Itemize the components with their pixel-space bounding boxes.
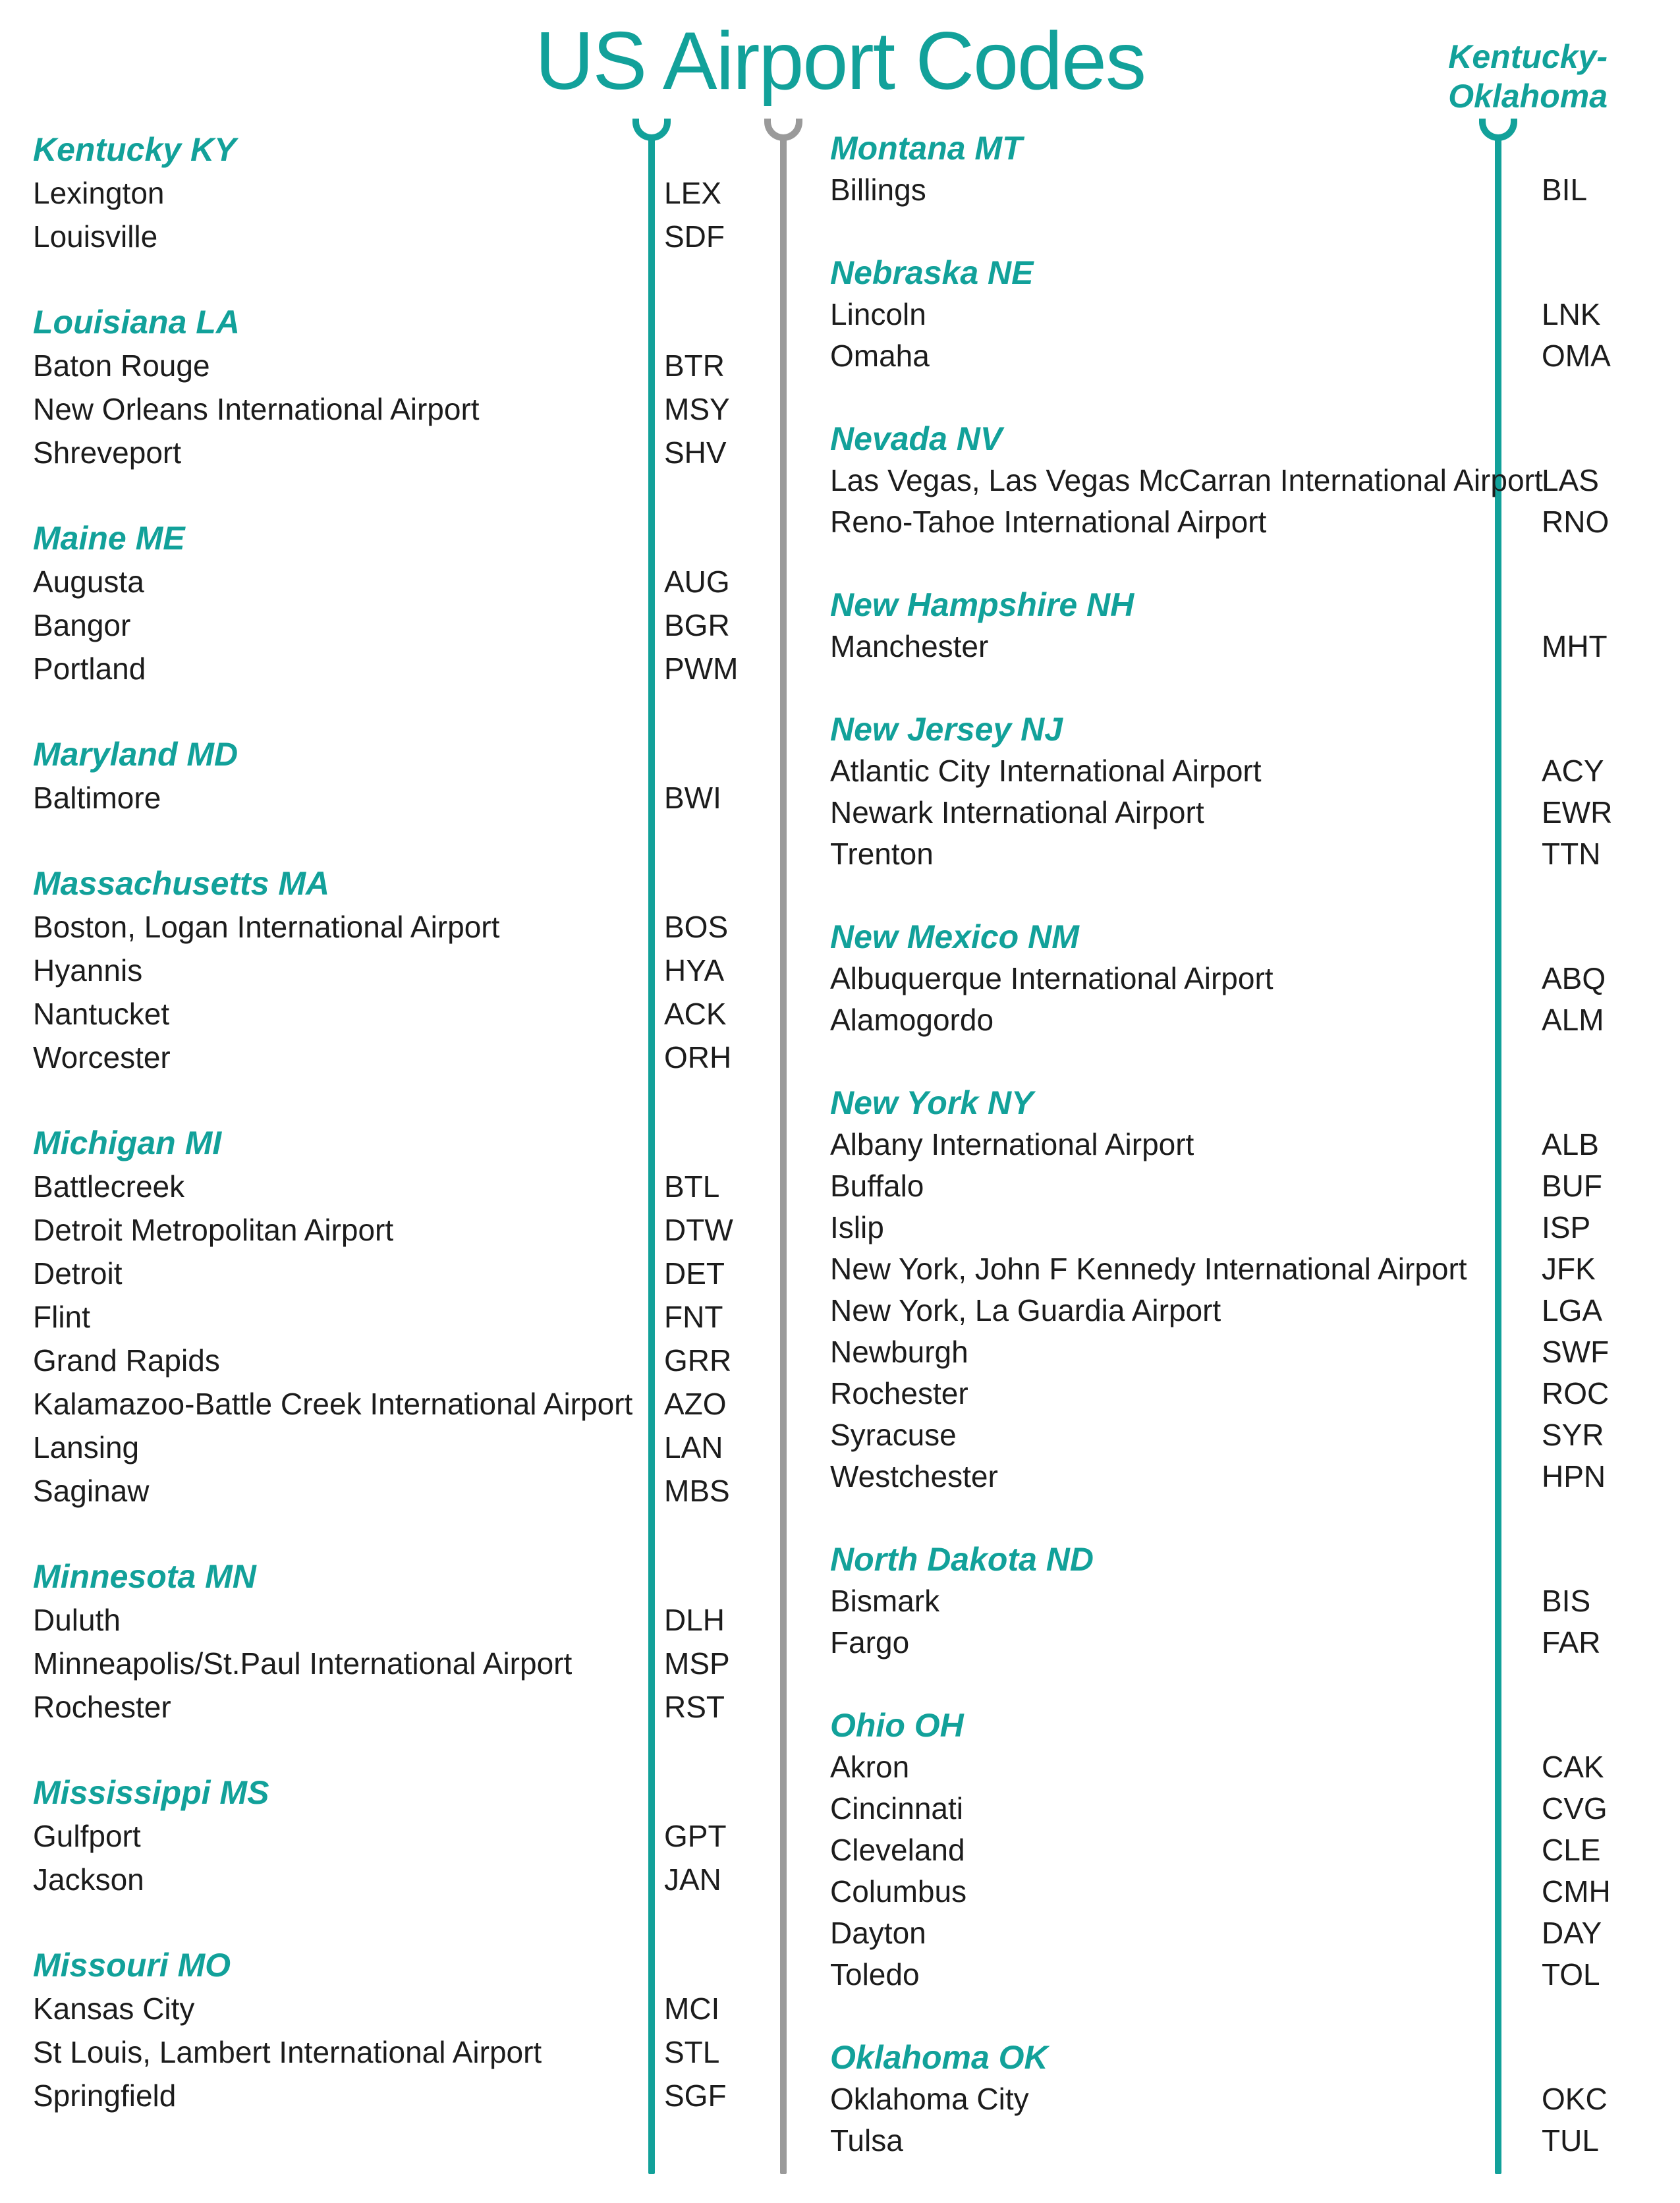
airport-city: Detroit Metropolitan Airport (33, 1213, 394, 1247)
airport-row (33, 992, 764, 1036)
airport-code: OMA (1542, 339, 1611, 373)
airport-city: Portland (33, 652, 146, 686)
airport-city: Reno-Tahoe International Airport (830, 505, 1267, 539)
state-heading: Massachusetts MA (33, 865, 330, 902)
airport-code: MSY (664, 392, 730, 426)
state-section (830, 128, 1621, 211)
state-heading: New Hampshire NH (830, 586, 1134, 623)
state-section (830, 1082, 1621, 1497)
airport-row (33, 1598, 764, 1642)
state-heading: Mississippi MS (33, 1774, 269, 1811)
state-heading: New Jersey NJ (830, 711, 1063, 748)
airport-city: Battlecreek (33, 1169, 185, 1204)
airport-row (830, 1124, 1621, 1165)
airport-row (33, 560, 764, 603)
airport-code: MCI (664, 1992, 720, 2026)
state-heading: Missouri MO (33, 1947, 231, 1984)
airport-code: TUL (1542, 2123, 1599, 2158)
airport-code: ISP (1542, 1210, 1591, 1244)
airport-row (33, 2030, 764, 2074)
airport-city: Tulsa (830, 2123, 903, 2158)
airport-code: SGF (664, 2078, 727, 2113)
page-title: US Airport Codes (535, 16, 1145, 107)
airport-city: Kalamazoo-Battle Creek International Airport (33, 1387, 633, 1421)
airport-row (830, 1622, 1621, 1663)
state-heading: Nebraska NE (830, 254, 1034, 291)
airport-code: TTN (1542, 837, 1601, 871)
airport-code: ALB (1542, 1127, 1599, 1161)
airport-row (830, 1912, 1621, 1954)
airport-city: Alamogordo (830, 1003, 994, 1037)
airport-row (33, 1382, 764, 1426)
state-section (830, 1539, 1621, 1663)
airport-code: SYR (1542, 1418, 1604, 1452)
airport-row (830, 1580, 1621, 1622)
airport-row (33, 603, 764, 647)
airport-row (830, 1290, 1621, 1331)
airport-row (33, 1252, 764, 1295)
airport-city: Rochester (33, 1690, 171, 1724)
airport-code: JAN (664, 1862, 721, 1897)
state-section (33, 128, 764, 258)
airport-row (830, 1746, 1621, 1788)
airport-code: HPN (1542, 1459, 1606, 1493)
airport-row (830, 833, 1621, 875)
airport-row (830, 1456, 1621, 1497)
airport-row (33, 171, 764, 215)
airport-code: MSP (664, 1646, 730, 1681)
airport-city: Newburgh (830, 1335, 968, 1369)
state-heading: New York NY (830, 1084, 1034, 1121)
airport-code: ORH (664, 1040, 732, 1074)
airport-code: ALM (1542, 1003, 1604, 1037)
state-section (830, 916, 1621, 1041)
airport-row (830, 1414, 1621, 1456)
center-divider-hook (764, 119, 802, 141)
airport-city: Duluth (33, 1603, 121, 1637)
airport-code: CMH (1542, 1874, 1611, 1909)
airport-city: Fargo (830, 1625, 910, 1659)
airport-row (830, 294, 1621, 335)
state-heading: Ohio OH (830, 1707, 964, 1744)
airport-city: Lincoln (830, 297, 926, 331)
airport-city: Trenton (830, 837, 934, 871)
airport-code: MBS (664, 1474, 730, 1508)
state-heading: New Mexico NM (830, 918, 1079, 955)
airport-row (33, 1165, 764, 1208)
airport-row (830, 1373, 1621, 1414)
airport-row (33, 1339, 764, 1382)
airport-city: New York, John F Kennedy International Airport (830, 1252, 1467, 1286)
airport-city: Shreveport (33, 435, 182, 470)
airport-row (830, 1248, 1621, 1290)
state-section (830, 709, 1621, 875)
airport-code: SWF (1542, 1335, 1610, 1369)
airport-row (33, 1987, 764, 2030)
airport-city: Buffalo (830, 1169, 924, 1203)
airport-code: LAS (1542, 463, 1599, 497)
state-heading: Montana MT (830, 130, 1022, 167)
state-heading: Michigan MI (33, 1125, 222, 1161)
airport-code: SDF (664, 219, 725, 254)
airport-row (830, 1829, 1621, 1871)
airport-code: CVG (1542, 1791, 1608, 1826)
airport-code: BTR (664, 349, 725, 383)
state-heading: Minnesota MN (33, 1558, 256, 1595)
state-section (33, 516, 764, 690)
airport-code: DET (664, 1256, 725, 1291)
airport-row (830, 2120, 1621, 2161)
airport-city: Rochester (830, 1376, 968, 1410)
airport-city: New York, La Guardia Airport (830, 1293, 1221, 1327)
airport-row (830, 792, 1621, 833)
airport-row (830, 958, 1621, 999)
airport-row (830, 1871, 1621, 1912)
state-section (33, 1771, 764, 1901)
airport-code: JFK (1542, 1252, 1596, 1286)
state-section (830, 2037, 1621, 2161)
airport-code: STL (664, 2035, 720, 2069)
airport-city: Cleveland (830, 1833, 965, 1867)
airport-code: AZO (664, 1387, 727, 1421)
airport-city: Baton Rouge (33, 349, 210, 383)
airport-city: Newark International Airport (830, 795, 1204, 829)
airport-city: Bangor (33, 608, 131, 642)
airport-code: BTL (664, 1169, 720, 1204)
airport-row (33, 387, 764, 431)
state-section (33, 862, 764, 1079)
airport-code: BOS (664, 910, 729, 944)
airport-code: LGA (1542, 1293, 1603, 1327)
airport-city: Las Vegas, Las Vegas McCarran International Airport (830, 463, 1543, 497)
airport-city: Manchester (830, 629, 989, 663)
state-heading: Kentucky KY (33, 131, 237, 168)
airport-code: TOL (1542, 1957, 1600, 1992)
airport-city: Springfield (33, 2078, 177, 2113)
airport-code: ACK (664, 997, 727, 1031)
page-subtitle: Kentucky-Oklahoma (1448, 38, 1608, 115)
state-section (33, 733, 764, 820)
airport-code: SHV (664, 435, 727, 470)
airport-city: Albuquerque International Airport (830, 961, 1274, 995)
airport-row (830, 750, 1621, 792)
airport-city: Columbus (830, 1874, 967, 1909)
state-heading: Oklahoma OK (830, 2039, 1048, 2076)
airport-code: RNO (1542, 505, 1610, 539)
airport-code: RST (664, 1690, 725, 1724)
airport-row (33, 1642, 764, 1685)
airport-code: GPT (664, 1819, 727, 1853)
airport-code: DAY (1542, 1916, 1602, 1950)
airport-city: Kansas City (33, 1992, 195, 2026)
airport-row (830, 2078, 1621, 2120)
airport-code: LAN (664, 1430, 723, 1464)
airport-code: MHT (1542, 629, 1608, 663)
airport-city: Grand Rapids (33, 1343, 220, 1378)
airport-code: ACY (1542, 754, 1604, 788)
airport-code: DTW (664, 1213, 733, 1247)
airport-row (33, 1858, 764, 1901)
airport-city: Detroit (33, 1256, 123, 1291)
state-section (33, 1555, 764, 1729)
airport-city: Louisville (33, 219, 158, 254)
airport-row (33, 215, 764, 258)
airport-code: EWR (1542, 795, 1613, 829)
airport-row (33, 905, 764, 949)
airport-city: Saginaw (33, 1474, 150, 1508)
airport-city: Minneapolis/St.Paul International Airport (33, 1646, 573, 1681)
airport-code: BUF (1542, 1169, 1602, 1203)
airport-city: St Louis, Lambert International Airport (33, 2035, 542, 2069)
airport-code: BGR (664, 608, 730, 642)
airport-city: Bismark (830, 1584, 940, 1618)
airport-city: Nantucket (33, 997, 170, 1031)
airport-row (33, 344, 764, 387)
airport-code: CAK (1542, 1750, 1604, 1784)
airport-row (33, 1036, 764, 1079)
airport-city: Gulfport (33, 1819, 141, 1853)
airport-city: Westchester (830, 1459, 998, 1493)
state-heading: Louisiana LA (33, 304, 240, 341)
airport-city: Lexington (33, 176, 165, 210)
airport-code: LNK (1542, 297, 1601, 331)
airport-city: New Orleans International Airport (33, 392, 480, 426)
airport-code: GRR (664, 1343, 732, 1378)
airport-row (830, 460, 1621, 501)
center-divider-line (780, 138, 787, 2174)
airport-city: Toledo (830, 1957, 920, 1992)
airport-city: Augusta (33, 565, 144, 599)
state-section (33, 1121, 764, 1513)
airport-code: CLE (1542, 1833, 1601, 1867)
airport-city: Boston, Logan International Airport (33, 910, 500, 944)
airport-city: Islip (830, 1210, 884, 1244)
airport-code: PWM (664, 652, 739, 686)
state-section (830, 584, 1621, 667)
state-heading: Maryland MD (33, 736, 238, 773)
airport-code: AUG (664, 565, 730, 599)
airport-city: Billings (830, 173, 926, 207)
airport-city: Baltimore (33, 781, 161, 815)
airport-code: HYA (664, 953, 725, 988)
airport-row (33, 776, 764, 820)
airport-row (33, 2074, 764, 2117)
airport-row (33, 949, 764, 992)
airport-row (830, 501, 1621, 543)
airport-city: Omaha (830, 339, 930, 373)
airport-city: Jackson (33, 1862, 144, 1897)
airport-code: ABQ (1542, 961, 1606, 995)
airport-city: Oklahoma City (830, 2082, 1029, 2116)
airport-row (830, 1331, 1621, 1373)
state-section (33, 300, 764, 474)
airport-code: BIL (1542, 173, 1588, 207)
airport-code: BIS (1542, 1584, 1591, 1618)
airport-row (830, 1165, 1621, 1207)
airport-row (830, 999, 1621, 1041)
airport-code: OKC (1542, 2082, 1608, 2116)
airport-row (33, 1685, 764, 1729)
state-section (830, 418, 1621, 543)
state-heading: North Dakota ND (830, 1541, 1094, 1578)
airport-code: LEX (664, 176, 721, 210)
airport-row (33, 647, 764, 690)
airport-row (830, 169, 1621, 211)
state-heading: Maine ME (33, 520, 185, 557)
airport-city: Worcester (33, 1040, 171, 1074)
airport-row (33, 1295, 764, 1339)
state-heading: Nevada NV (830, 420, 1003, 457)
airport-row (830, 626, 1621, 667)
airport-city: Albany International Airport (830, 1127, 1194, 1161)
airport-row (33, 431, 764, 474)
state-section (33, 1943, 764, 2117)
airport-city: Akron (830, 1750, 910, 1784)
airport-code: DLH (664, 1603, 725, 1637)
airport-row (830, 1954, 1621, 1995)
airport-city: Hyannis (33, 953, 143, 988)
left-column (33, 128, 764, 2160)
airport-city: Atlantic City International Airport (830, 754, 1262, 788)
airport-row (830, 1788, 1621, 1829)
airport-city: Syracuse (830, 1418, 957, 1452)
airport-city: Lansing (33, 1430, 140, 1464)
airport-row (33, 1426, 764, 1469)
airport-row (33, 1814, 764, 1858)
airport-code: BWI (664, 781, 721, 815)
airport-code: FAR (1542, 1625, 1601, 1659)
airport-row (830, 1207, 1621, 1248)
airport-row (33, 1469, 764, 1513)
airport-code: ROC (1542, 1376, 1610, 1410)
airport-code: FNT (664, 1300, 723, 1334)
right-column (830, 128, 1621, 2203)
state-section (830, 252, 1621, 377)
state-section (830, 1705, 1621, 1995)
airport-row (830, 335, 1621, 377)
airport-city: Flint (33, 1300, 90, 1334)
airport-city: Dayton (830, 1916, 926, 1950)
airport-city: Cincinnati (830, 1791, 963, 1826)
airport-row (33, 1208, 764, 1252)
